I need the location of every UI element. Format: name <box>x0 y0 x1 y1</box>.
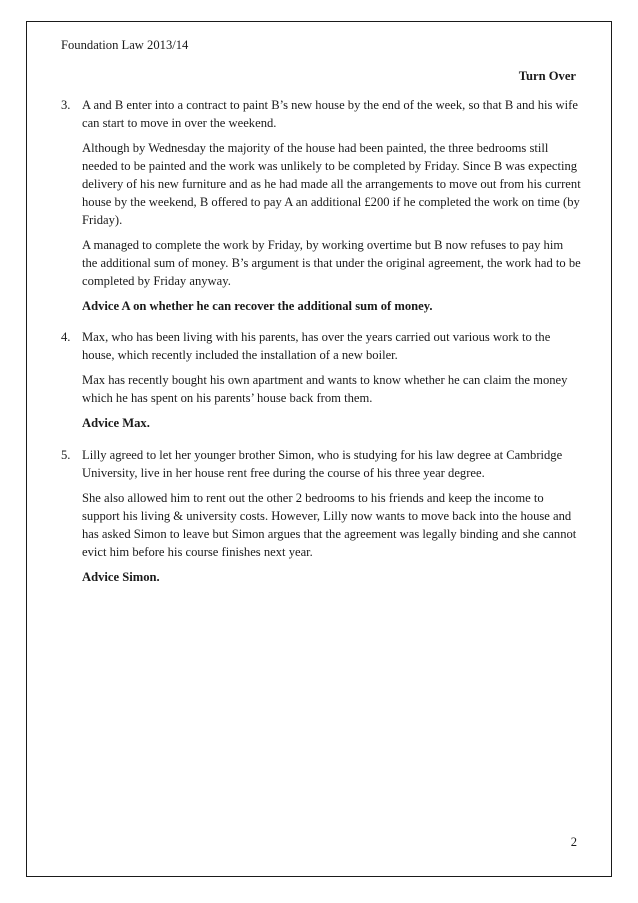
question-number: 5. <box>61 448 71 462</box>
question-paragraph: Max has recently bought his own apartment and wants to know whether he can claim the money which he has spent on his parents’ house back from them. <box>82 373 568 405</box>
question-advice: Advice Simon. <box>82 570 160 584</box>
question-paragraph: A managed to complete the work by Friday, by working overtime but B now refuses to pay him the additional sum of money. B’s argument is that under the original agreement, the work had to be completed by Friday anyway. <box>82 238 581 288</box>
question-3 <box>61 96 581 315</box>
question-advice: Advice A on whether he can recover the additional sum of money. <box>82 299 433 313</box>
question-paragraph: Although by Wednesday the majority of the house had been painted, the three bedrooms still needed to be painted and the work was unlikely to be completed by Friday. Since B was expecting delivery of his new furniture and as he had made all the arrangements to move out from his current house by the weekend, B offered to pay A an additional £200 if he completed the work on time (by Friday). <box>82 141 581 227</box>
question-5 <box>61 446 581 586</box>
turn-over-label: Turn Over <box>518 69 576 83</box>
document-header: Foundation Law 2013/14 <box>61 38 189 52</box>
question-4 <box>61 328 581 432</box>
question-paragraph: A and B enter into a contract to paint B’s new house by the end of the week, so that B and his wife can start to move in over the weekend. <box>82 98 578 130</box>
question-paragraph: Lilly agreed to let her younger brother Simon, who is studying for his law degree at Cambridge University, live in her house rent free during the course of his three year degree. <box>82 448 563 480</box>
question-number: 3. <box>61 98 71 112</box>
question-paragraph: She also allowed him to rent out the other 2 bedrooms to his friends and keep the income to support his living & university costs. However, Lilly now wants to move back into the house and has asked Simon to leave but Simon argues that the agreement was legally binding and she cannot evict him before his course finishes next year. <box>82 491 577 559</box>
question-number: 4. <box>61 330 71 344</box>
question-advice: Advice Max. <box>82 416 150 430</box>
page-number: 2 <box>570 835 577 849</box>
question-paragraph: Max, who has been living with his parents, has over the years carried out various work to the house, which recently included the installation of a new boiler. <box>82 330 551 362</box>
